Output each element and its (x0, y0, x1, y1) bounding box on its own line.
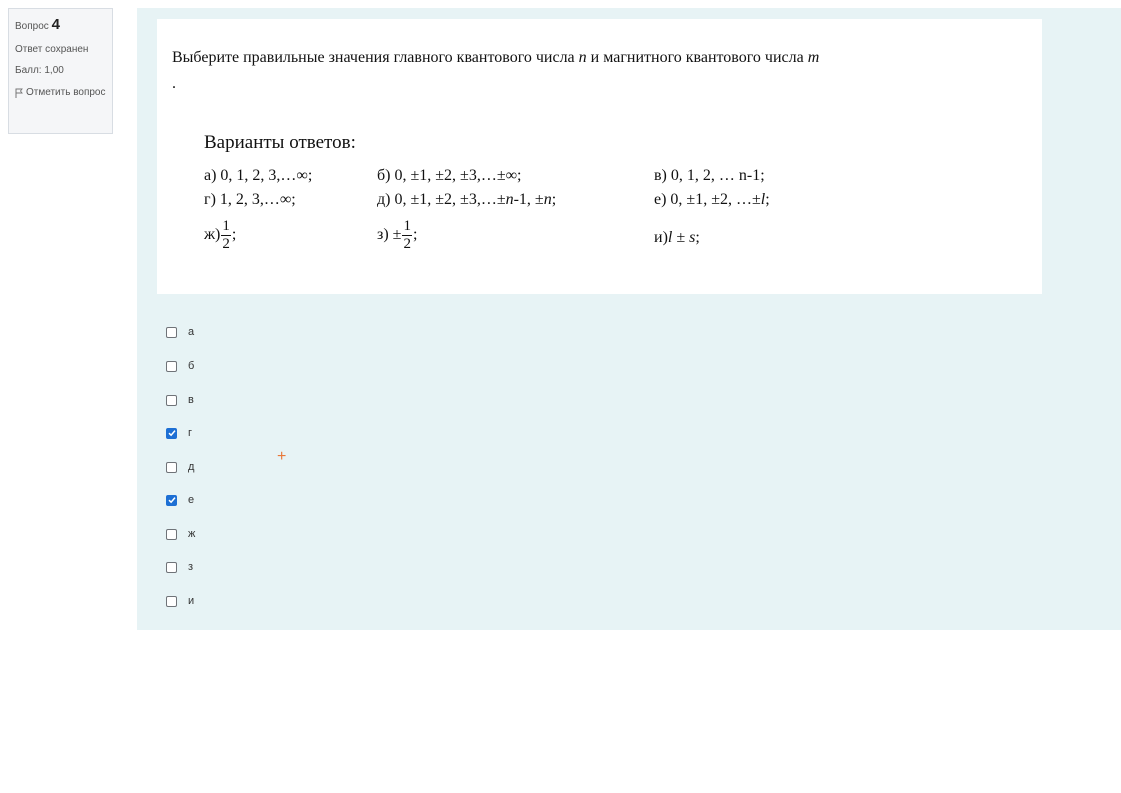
checkbox[interactable] (166, 327, 177, 338)
answer-option-d[interactable] (166, 459, 226, 475)
fraction-one-half (221, 219, 231, 252)
option-b-text: б) 0, ±1, ±2, ±3,…±∞; (377, 167, 522, 184)
option-z-prefix: з) ± (377, 226, 402, 244)
answer-option-z[interactable] (166, 559, 226, 575)
question-text (172, 49, 819, 67)
answer-label: з (188, 561, 194, 573)
check-icon (168, 496, 176, 504)
checkbox[interactable] (166, 562, 177, 573)
checkbox[interactable] (166, 529, 177, 540)
option-e-end: ; (765, 191, 770, 208)
fraction-denominator: 2 (403, 236, 411, 252)
answer-label: б (188, 360, 195, 372)
variants-title: Варианты ответов: (204, 132, 356, 153)
option-zh-text (204, 219, 236, 252)
answer-label: ж (188, 528, 196, 540)
answer-label: г (188, 427, 193, 439)
checkbox[interactable] (166, 395, 177, 406)
option-a-text: а) 0, 1, 2, 3,…∞; (204, 167, 313, 184)
option-i-end: ; (695, 229, 700, 246)
answer-label: д (188, 461, 195, 473)
flag-icon (15, 88, 23, 98)
answer-label: в (188, 394, 194, 406)
fraction-denominator: 2 (222, 236, 230, 252)
question-text-part1: Выберите правильные значения главного квантового числа (172, 49, 575, 66)
answer-option-i[interactable] (166, 593, 226, 609)
crosshair-cursor-icon: + (277, 448, 287, 465)
option-i-text (654, 229, 700, 247)
question-score: Балл: 1,00 (15, 65, 64, 77)
answer-label: и (188, 595, 195, 607)
option-e-var-l: l (760, 191, 766, 208)
question-text-dot: . (172, 75, 176, 92)
variable-m: m (807, 49, 820, 66)
option-d-prefix: д) 0, ±1, ±2, ±3,…± (377, 191, 506, 208)
answer-label: а (188, 326, 195, 338)
option-d-var-n: n (505, 191, 514, 208)
option-d-var-n-2: n (543, 191, 552, 208)
answer-option-g[interactable] (166, 425, 226, 441)
fraction-one-half (402, 219, 412, 252)
option-d-end: ; (551, 191, 557, 208)
flag-question-label: Отметить вопрос (26, 86, 106, 98)
option-d-text (377, 191, 556, 209)
answer-option-b[interactable] (166, 358, 226, 374)
answer-status: Ответ сохранен (15, 43, 89, 55)
question-number (15, 16, 106, 35)
option-i-prefix: и) (654, 229, 668, 246)
option-i-expression: l ± s (667, 229, 696, 246)
answer-label: е (188, 494, 195, 506)
question-text-box (157, 19, 1042, 294)
option-z-text (377, 219, 417, 252)
fraction-numerator: 1 (403, 218, 411, 234)
answer-option-v[interactable] (166, 392, 226, 408)
option-zh-end: ; (231, 226, 237, 244)
option-d-mid: -1, ± (513, 191, 544, 208)
option-e-text (654, 191, 770, 209)
option-zh-prefix: ж) (204, 226, 221, 244)
fraction-numerator: 1 (222, 218, 230, 234)
question-info-panel (8, 8, 113, 134)
answer-option-e[interactable] (166, 492, 226, 508)
answer-option-zh[interactable] (166, 526, 226, 542)
variable-n: n (578, 49, 587, 66)
question-number-label: Вопрос (15, 21, 49, 32)
option-z-end: ; (412, 226, 418, 244)
option-e-prefix: е) 0, ±1, ±2, …± (654, 191, 761, 208)
question-content (137, 8, 1121, 630)
checkbox[interactable] (166, 596, 177, 607)
checkbox[interactable] (166, 462, 177, 473)
flag-question-link[interactable] (15, 87, 106, 100)
checkbox[interactable] (166, 428, 177, 439)
option-g-text: г) 1, 2, 3,…∞; (204, 191, 296, 208)
checkbox[interactable] (166, 495, 177, 506)
answer-option-a[interactable] (166, 324, 226, 340)
option-v-text: в) 0, 1, 2, … n-1; (654, 167, 765, 184)
question-number-value: 4 (51, 16, 60, 33)
question-text-part2: и магнитного квантового числа (590, 49, 804, 66)
checkbox[interactable] (166, 361, 177, 372)
check-icon (168, 429, 176, 437)
